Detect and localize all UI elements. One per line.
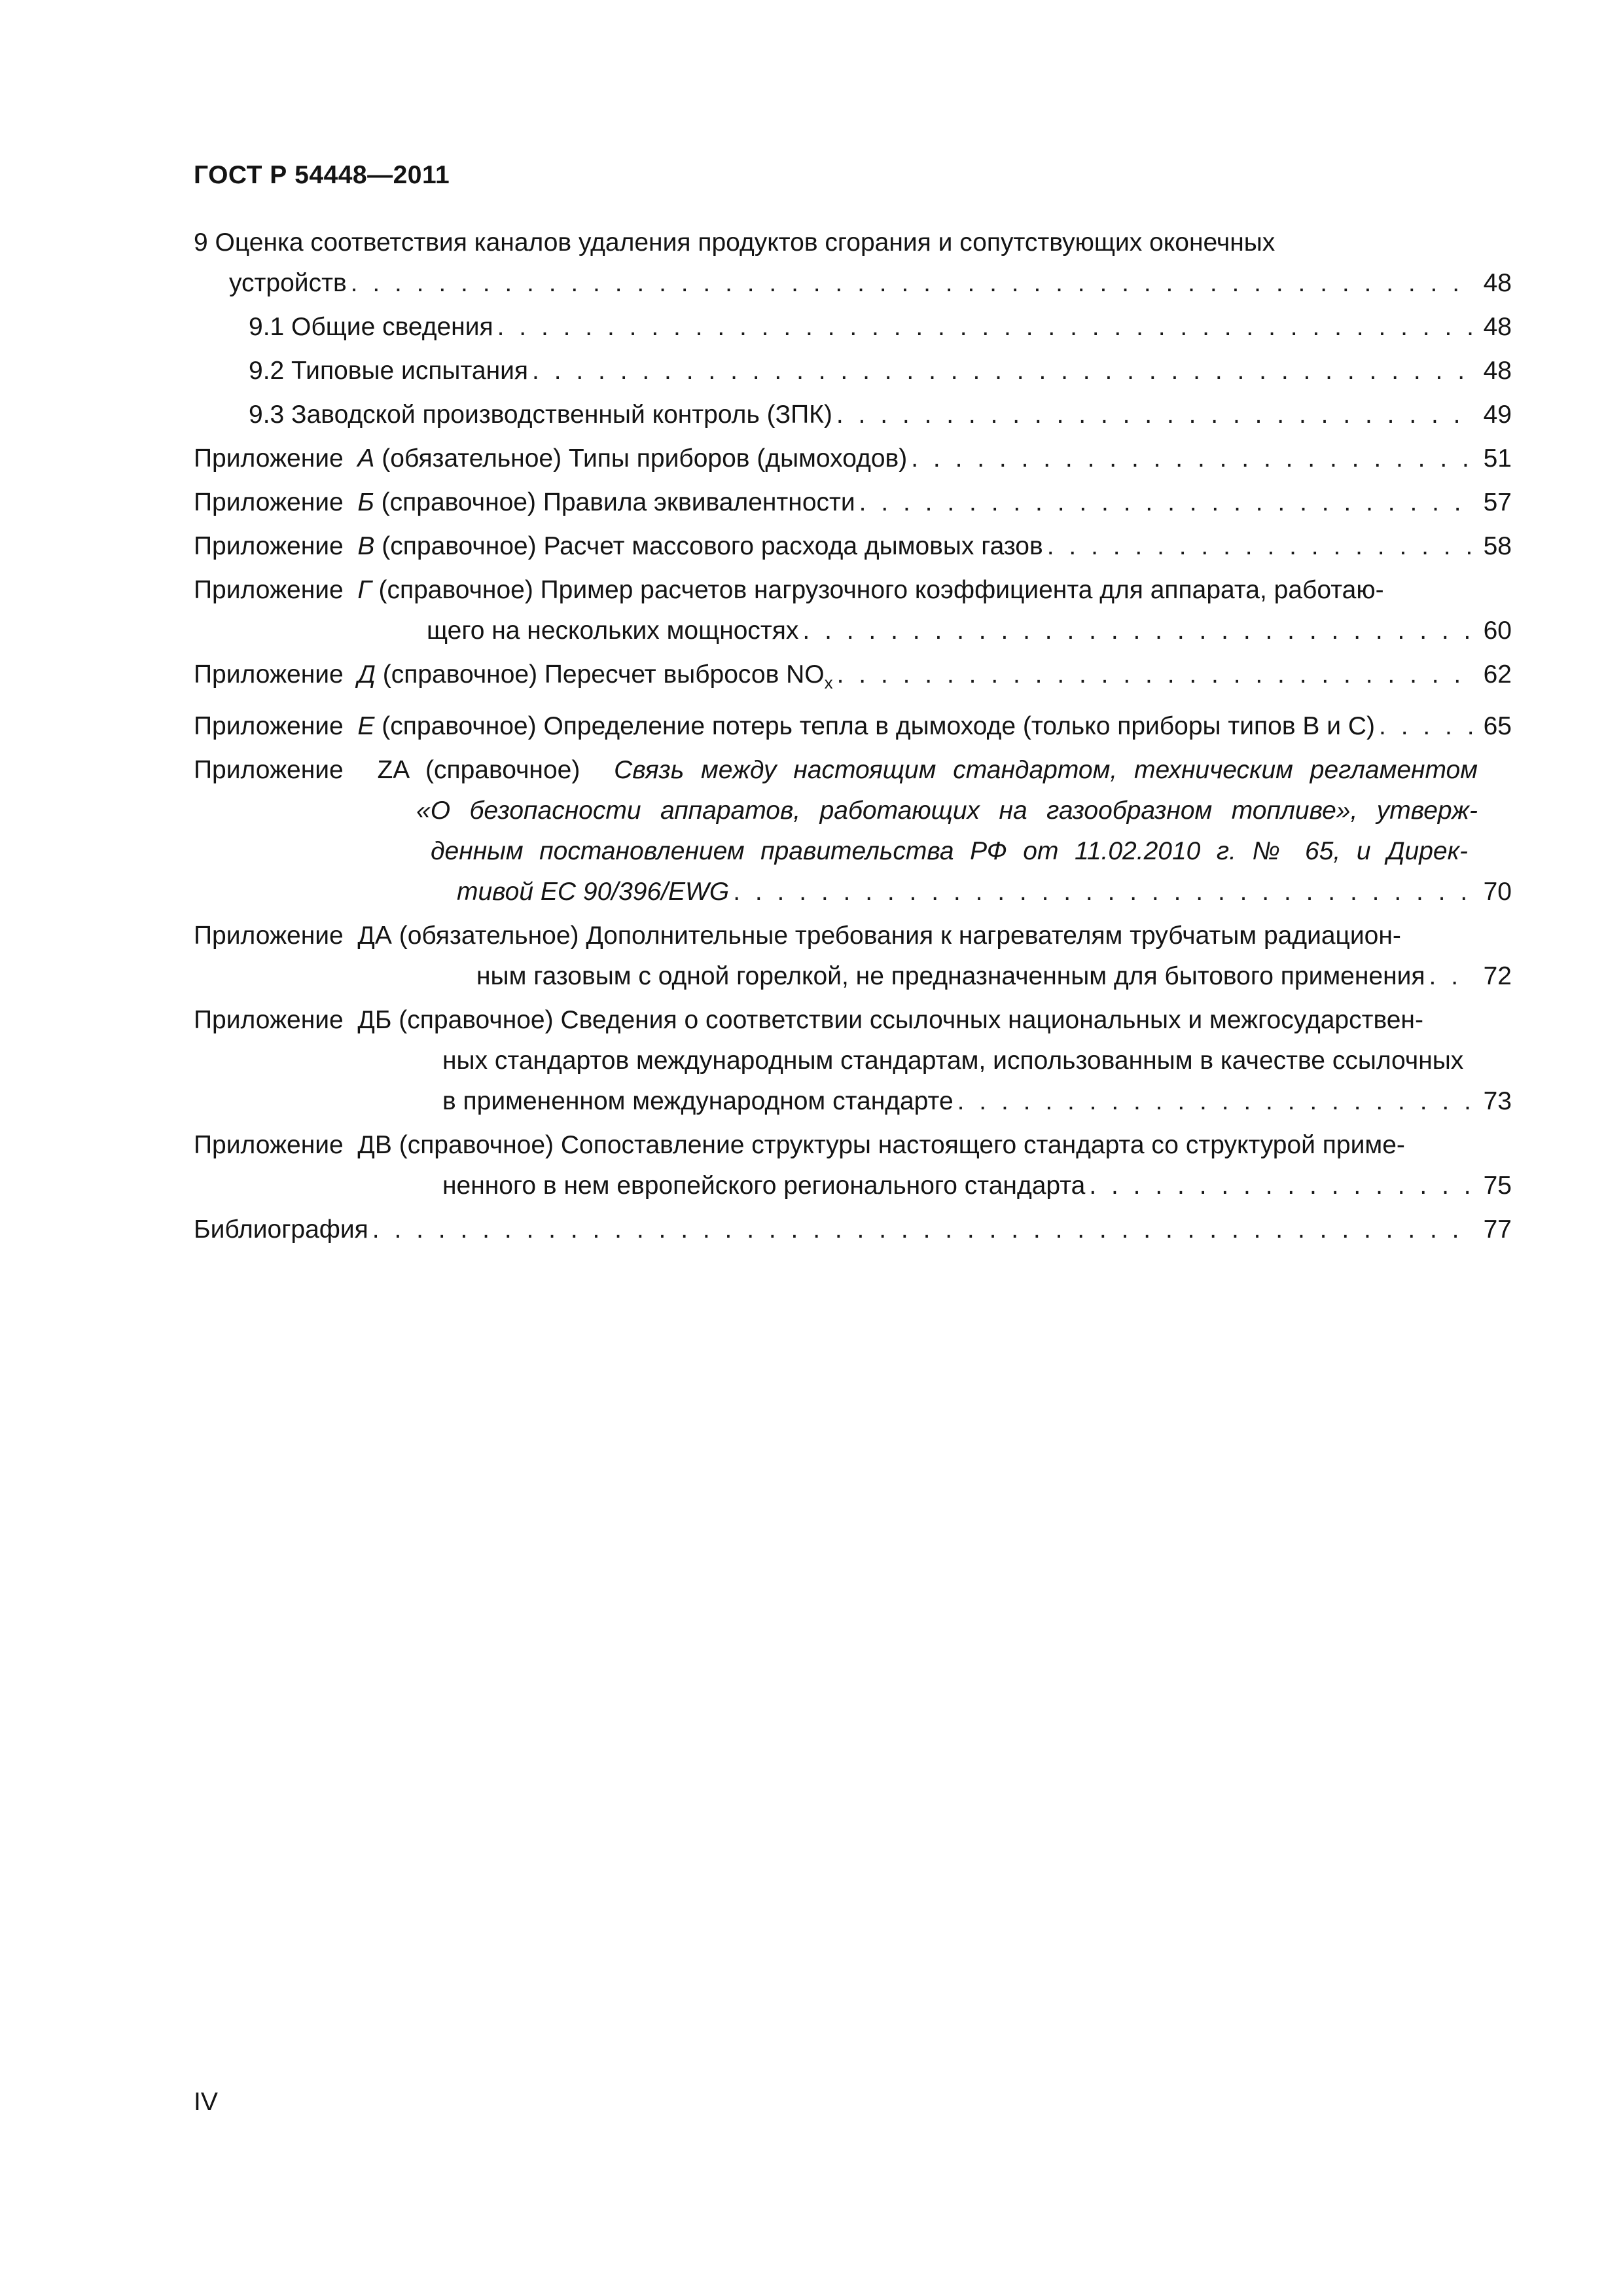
toc-entry-text: Приложение В (справочное) Расчет массового расхода дымовых газов — [194, 532, 1043, 560]
toc-entry-text: Приложение Д (справочное) Пересчет выбросов $NO_x$ — [194, 660, 833, 692]
dot-leader — [957, 1081, 1472, 1122]
table-of-contents — [194, 223, 1512, 1250]
toc-page-number: 77 — [1483, 1215, 1512, 1244]
dot-leader — [1047, 526, 1472, 567]
toc-entry-text: Приложение Б (справочное) Правила эквивалентности — [194, 488, 855, 516]
toc-entry-section-9-1[interactable] — [194, 307, 1512, 348]
toc-entry-text: тивой ЕС 90/396/EWG — [457, 877, 730, 906]
dot-leader — [836, 395, 1472, 435]
toc-entry-appendix-a[interactable] — [194, 439, 1512, 479]
toc-page-number: 72 — [1483, 961, 1512, 990]
dot-leader — [351, 263, 1472, 304]
document-header: ГОСТ Р 54448—2011 — [194, 161, 450, 189]
dot-leader — [1429, 956, 1472, 997]
toc-entry-appendix-e[interactable] — [194, 706, 1512, 747]
toc-page-number: 51 — [1483, 444, 1512, 473]
toc-page-number: 48 — [1483, 269, 1512, 297]
toc-entry-text: Приложение ДА (обязательное) Дополнительные требования к нагревателям трубчатым радиацион- — [194, 921, 1401, 950]
toc-entry-text: ных стандартов международным стандартам, использованным в качестве ссылочных — [442, 1046, 1464, 1075]
toc-page-number: 58 — [1483, 532, 1512, 560]
toc-entry-appendix-za[interactable] — [194, 750, 1512, 912]
toc-entry-text: Приложение Е (справочное) Определение потерь тепла в дымоходе (только приборы типов В и С) — [194, 711, 1376, 740]
toc-entry-text: «О безопасности аппаратов, работающих на газообразном топливе», утверж- — [416, 796, 1478, 825]
toc-page-number: 60 — [1483, 617, 1512, 645]
dot-leader — [802, 611, 1472, 651]
toc-page-number: 48 — [1483, 357, 1512, 385]
dot-leader — [733, 872, 1472, 912]
dot-leader — [532, 351, 1472, 391]
dot-leader — [1379, 706, 1472, 747]
toc-entry-text: Приложение А (обязательное) Типы приборов (дымоходов) — [194, 444, 908, 473]
toc-entry-appendix-b[interactable] — [194, 482, 1512, 523]
toc-page-number: 49 — [1483, 401, 1512, 429]
toc-entry-text: ненного в нем европейского регионального стандарта — [442, 1171, 1086, 1200]
toc-entry-text: ным газовым с одной горелкой, не предназначенным для бытового применения — [476, 961, 1425, 990]
toc-page-number: 73 — [1483, 1086, 1512, 1115]
dot-leader — [372, 1210, 1472, 1250]
toc-entry-text: щего на нескольких мощностях — [427, 617, 799, 645]
toc-entry-text: 9.2 Типовые испытания — [249, 357, 529, 385]
toc-entry-text: Приложение Г (справочное) Пример расчетов нагрузочного коэффициента для аппарата, работаю- — [194, 576, 1384, 604]
dot-leader — [1089, 1166, 1472, 1206]
toc-entry-appendix-db[interactable] — [194, 1000, 1512, 1122]
toc-page-number: 48 — [1483, 313, 1512, 341]
toc-page-number: 62 — [1483, 660, 1512, 689]
toc-entry-text: 9.1 Общие сведения — [249, 313, 493, 341]
toc-entry-text: 9.3 Заводской производственный контроль (ЗПК) — [249, 401, 832, 429]
toc-entry-text: 9 Оценка соответствия каналов удаления продуктов сгорания и сопутствующих оконечных — [194, 228, 1275, 257]
toc-entry-text: Приложение ДБ (справочное) Сведения о соответствии ссылочных национальных и межгосударствен- — [194, 1005, 1423, 1034]
page-number-footer: IV — [194, 2088, 218, 2116]
dot-leader — [837, 655, 1472, 695]
toc-entry-section-9-3[interactable] — [194, 395, 1512, 435]
toc-entry-appendix-d[interactable] — [194, 655, 1512, 703]
toc-page-number: 70 — [1483, 877, 1512, 906]
toc-entry-text: Приложение ДВ (справочное) Сопоставление структуры настоящего стандарта со структурой приме- — [194, 1130, 1405, 1159]
toc-page-number: 65 — [1483, 711, 1512, 740]
toc-entry-section-9[interactable] — [194, 223, 1512, 304]
dot-leader — [497, 307, 1472, 348]
toc-entry-section-9-2[interactable] — [194, 351, 1512, 391]
toc-entry-appendix-g[interactable] — [194, 570, 1512, 651]
toc-page-number: 57 — [1483, 488, 1512, 516]
toc-entry-appendix-da[interactable] — [194, 916, 1512, 997]
toc-page-number: 75 — [1483, 1171, 1512, 1200]
dot-leader — [859, 482, 1472, 523]
toc-entry-text: устройств — [229, 269, 347, 297]
toc-entry-bibliography[interactable] — [194, 1210, 1512, 1250]
toc-entry-text: в примененном международном стандарте — [442, 1086, 954, 1115]
toc-entry-appendix-dv[interactable] — [194, 1125, 1512, 1206]
toc-entry-text: Библиография — [194, 1215, 368, 1244]
toc-entry-text: Приложение ZA (справочное) Связь между настоящим стандартом, техническим регламентом — [194, 755, 1478, 784]
toc-entry-text: денным постановлением правительства РФ от 11.02.2010 г. № 65, и Дирек- — [431, 836, 1468, 865]
dot-leader — [911, 439, 1472, 479]
toc-entry-appendix-v[interactable] — [194, 526, 1512, 567]
